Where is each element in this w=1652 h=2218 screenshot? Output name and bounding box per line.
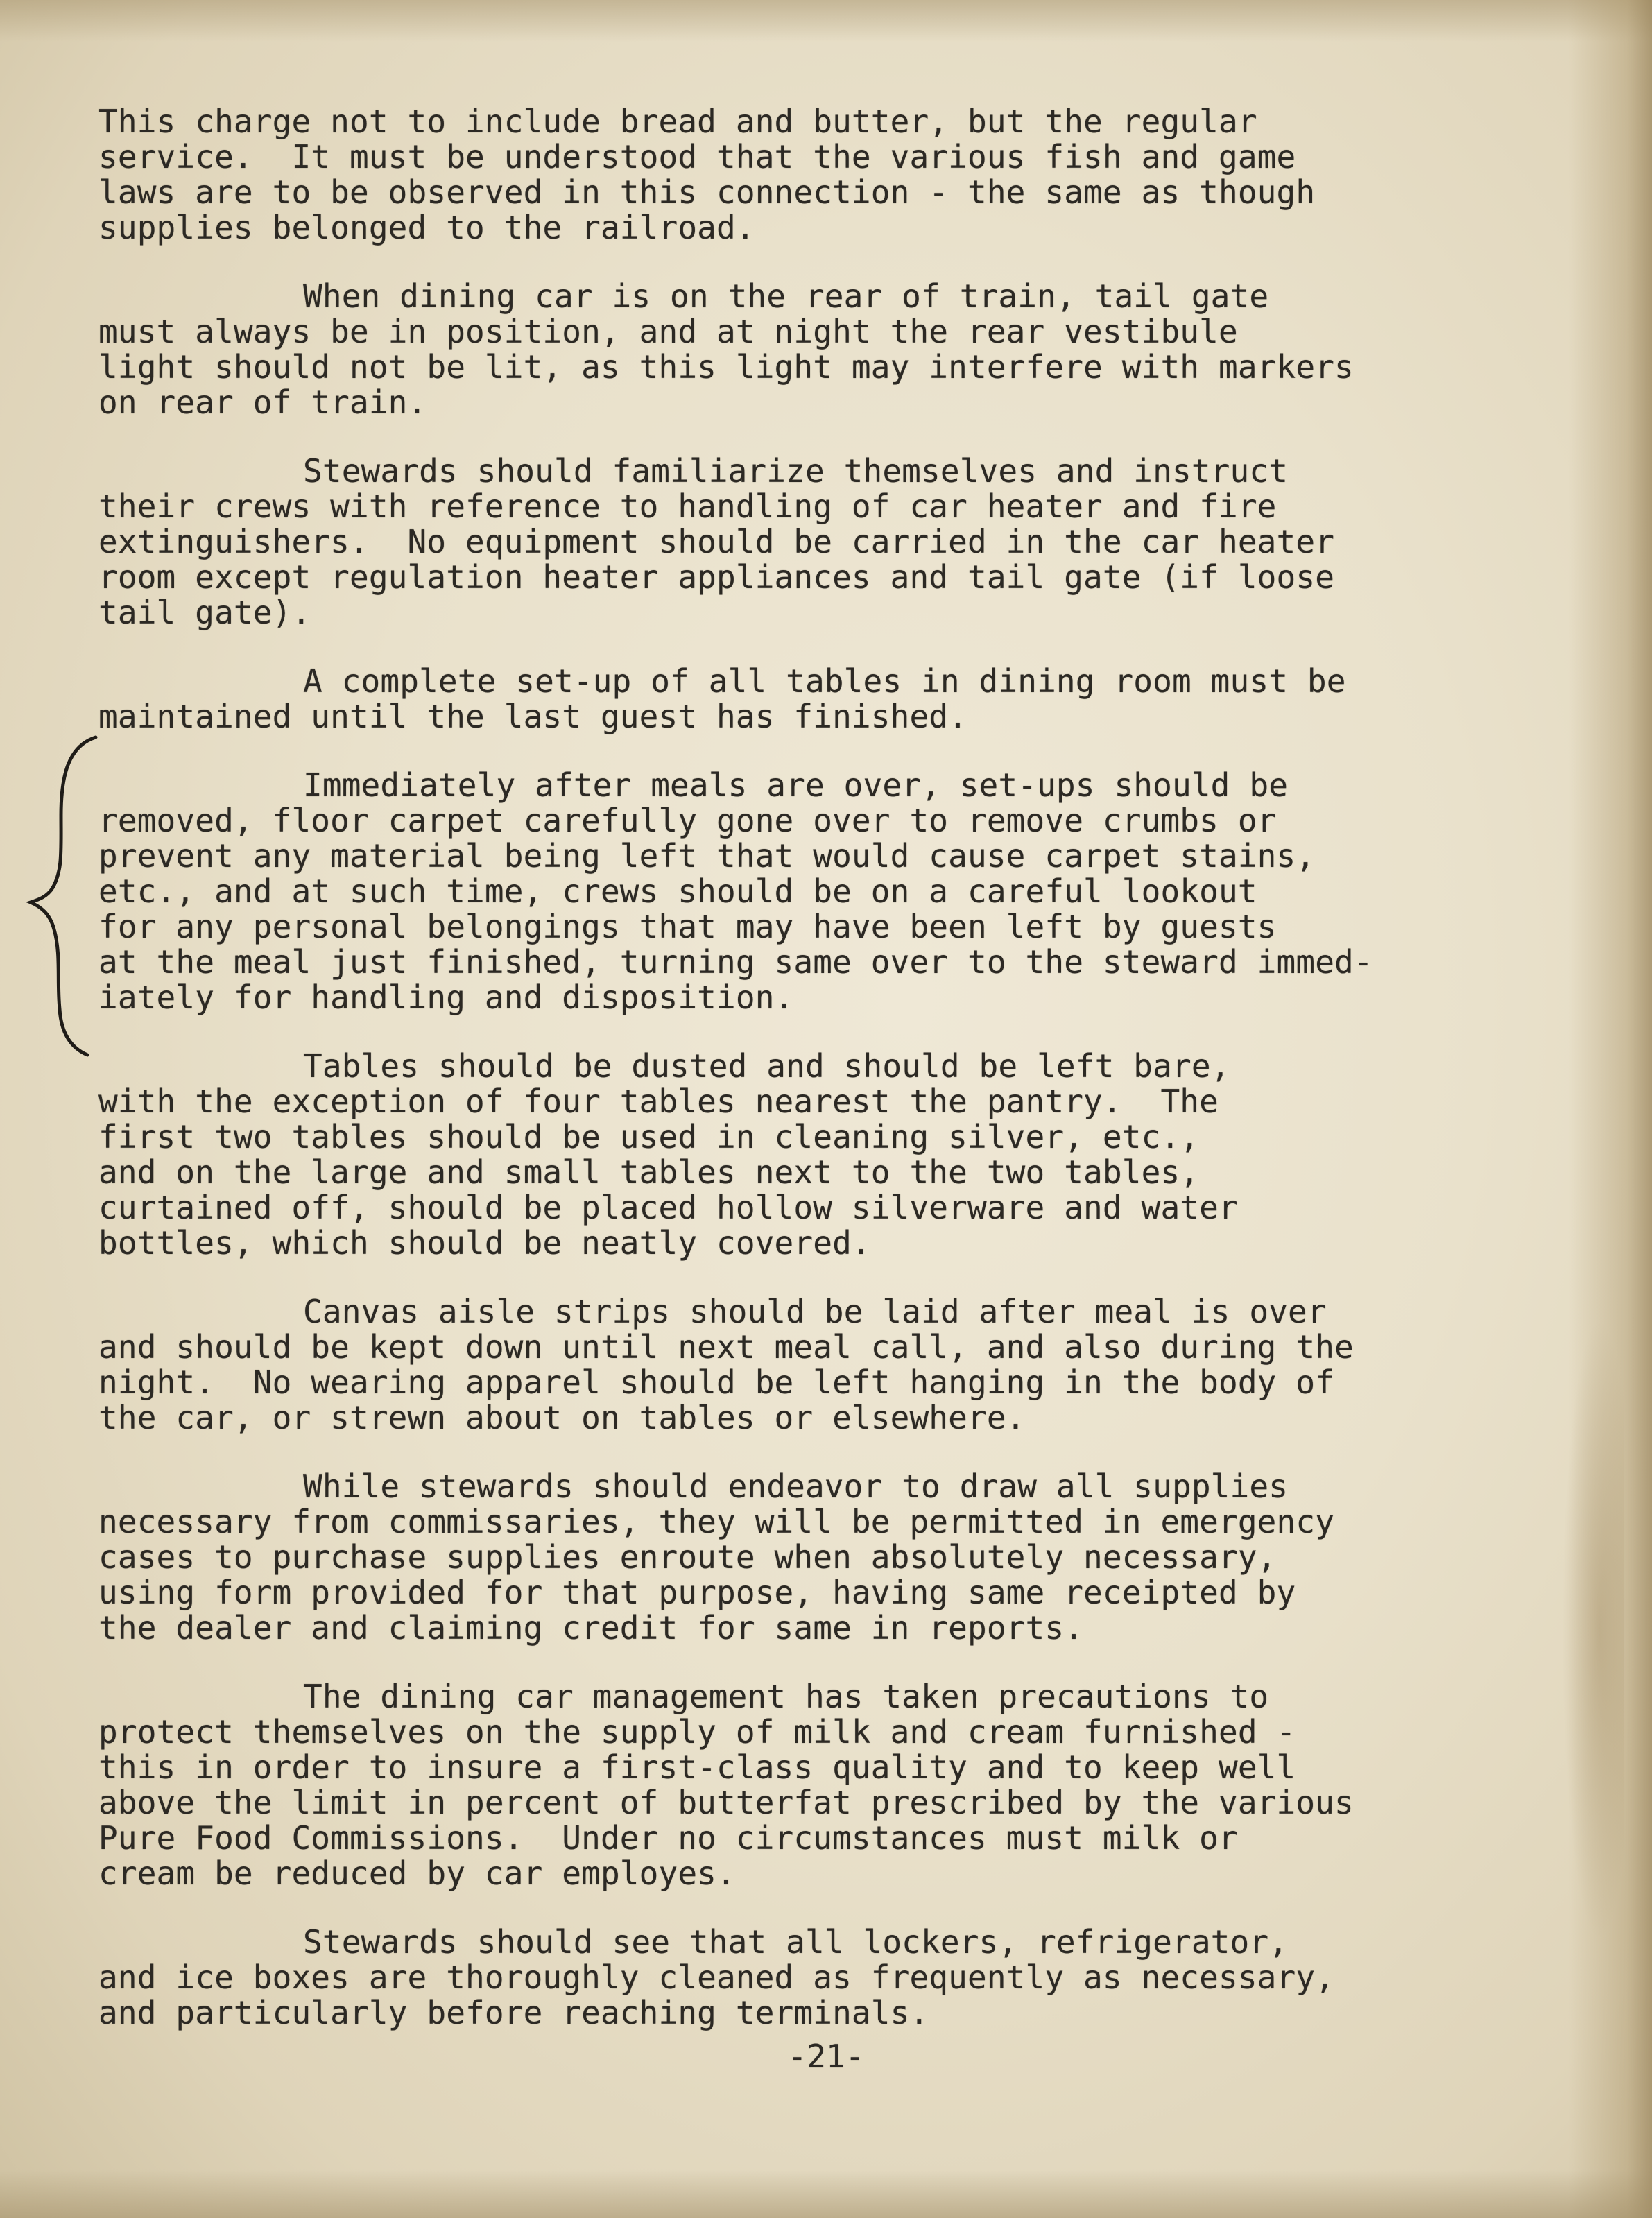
text-line: and particularly before reaching terminals. bbox=[98, 1994, 929, 2031]
text-line: Canvas aisle strips should be laid after meal is over bbox=[303, 1293, 1327, 1330]
text-line: this in order to insure a first-class quality and to keep well bbox=[98, 1748, 1296, 1786]
typed-text-block bbox=[98, 104, 1513, 2064]
paragraph-4 bbox=[98, 664, 1513, 734]
text-line: iately for handling and disposition. bbox=[98, 979, 794, 1016]
paragraph-6 bbox=[98, 1049, 1513, 1261]
text-line: maintained until the last guest has finished. bbox=[98, 698, 967, 735]
text-line: Stewards should familiarize themselves and instruct bbox=[303, 452, 1289, 490]
text-line: room except regulation heater appliances and tail gate (if loose bbox=[98, 558, 1335, 596]
text-line: first two tables should be used in cleaning silver, etc., bbox=[98, 1118, 1200, 1155]
text-line: on rear of train. bbox=[98, 384, 427, 421]
paragraph-5 bbox=[98, 768, 1513, 1015]
text-line: and on the large and small tables next to the two tables, bbox=[98, 1153, 1200, 1191]
paragraph-1 bbox=[98, 104, 1513, 246]
text-line: etc., and at such time, crews should be on a careful lookout bbox=[98, 872, 1257, 910]
text-line: Tables should be dusted and should be left bare, bbox=[303, 1047, 1230, 1085]
text-line: supplies belonged to the railroad. bbox=[98, 209, 755, 246]
text-line: Stewards should see that all lockers, refrigerator, bbox=[303, 1923, 1289, 1961]
text-line: tail gate). bbox=[98, 594, 311, 631]
text-line: bottles, which should be neatly covered. bbox=[98, 1224, 871, 1262]
text-line: curtained off, should be placed hollow silverware and water bbox=[98, 1189, 1238, 1226]
paragraph-8 bbox=[98, 1469, 1513, 1646]
text-line: prevent any material being left that would cause carpet stains, bbox=[98, 837, 1316, 875]
text-line: for any personal belongings that may have been left by guests bbox=[98, 908, 1277, 945]
paragraph-9 bbox=[98, 1679, 1513, 1891]
text-line: light should not be lit, as this light may interfere with markers bbox=[98, 348, 1354, 386]
text-line: at the meal just finished, turning same over to the steward immed- bbox=[98, 943, 1373, 981]
text-line: extinguishers. No equipment should be carried in the car heater bbox=[98, 523, 1335, 560]
text-line: removed, floor carpet carefully gone over to remove crumbs or bbox=[98, 802, 1277, 839]
handwritten-bracket-mark bbox=[21, 732, 104, 1058]
text-line: night. No wearing apparel should be left hanging in the body of bbox=[98, 1364, 1335, 1401]
text-line: This charge not to include bread and butter, but the regular bbox=[98, 103, 1257, 140]
text-line: When dining car is on the rear of train, tail gate bbox=[303, 277, 1269, 315]
text-line: the car, or strewn about on tables or elsewhere. bbox=[98, 1399, 1026, 1436]
paragraph-3 bbox=[98, 454, 1513, 630]
text-line: While stewards should endeavor to draw all supplies bbox=[303, 1468, 1289, 1505]
text-line: and ice boxes are thoroughly cleaned as frequently as necessary, bbox=[98, 1959, 1335, 1996]
paragraph-10 bbox=[98, 1925, 1513, 2031]
text-line: must always be in position, and at night the rear vestibule bbox=[98, 313, 1238, 350]
paper-top-edge bbox=[0, 0, 1652, 42]
text-line: A complete set-up of all tables in dining room must be bbox=[303, 662, 1346, 700]
text-line: using form provided for that purpose, having same receipted by bbox=[98, 1574, 1296, 1611]
text-line: their crews with reference to handling of car heater and fire bbox=[98, 488, 1277, 525]
text-line: with the exception of four tables nearest the pantry. The bbox=[98, 1083, 1219, 1120]
text-line: The dining car management has taken precautions to bbox=[303, 1678, 1269, 1715]
page-number: -21- bbox=[787, 2038, 865, 2075]
text-line: the dealer and claiming credit for same in reports. bbox=[98, 1609, 1084, 1647]
text-line: and should be kept down until next meal call, and also during the bbox=[98, 1328, 1354, 1366]
text-line: laws are to be observed in this connection - the same as though bbox=[98, 173, 1316, 211]
text-line: Pure Food Commissions. Under no circumstances must milk or bbox=[98, 1819, 1238, 1857]
paper-bottom-edge bbox=[0, 2169, 1652, 2218]
text-line: cases to purchase supplies enroute when absolutely necessary, bbox=[98, 1538, 1277, 1576]
text-line: cream be reduced by car employes. bbox=[98, 1855, 736, 1892]
text-line: necessary from commissaries, they will be permitted in emergency bbox=[98, 1503, 1335, 1540]
paper-stain bbox=[1562, 1318, 1624, 1942]
text-line: service. It must be understood that the various fish and game bbox=[98, 138, 1296, 175]
text-line: protect themselves on the supply of milk and cream furnished - bbox=[98, 1713, 1296, 1751]
text-line: above the limit in percent of butterfat prescribed by the various bbox=[98, 1784, 1354, 1821]
paragraph-7 bbox=[98, 1294, 1513, 1436]
paragraph-2 bbox=[98, 279, 1513, 420]
text-line: Immediately after meals are over, set-ups should be bbox=[303, 766, 1289, 804]
